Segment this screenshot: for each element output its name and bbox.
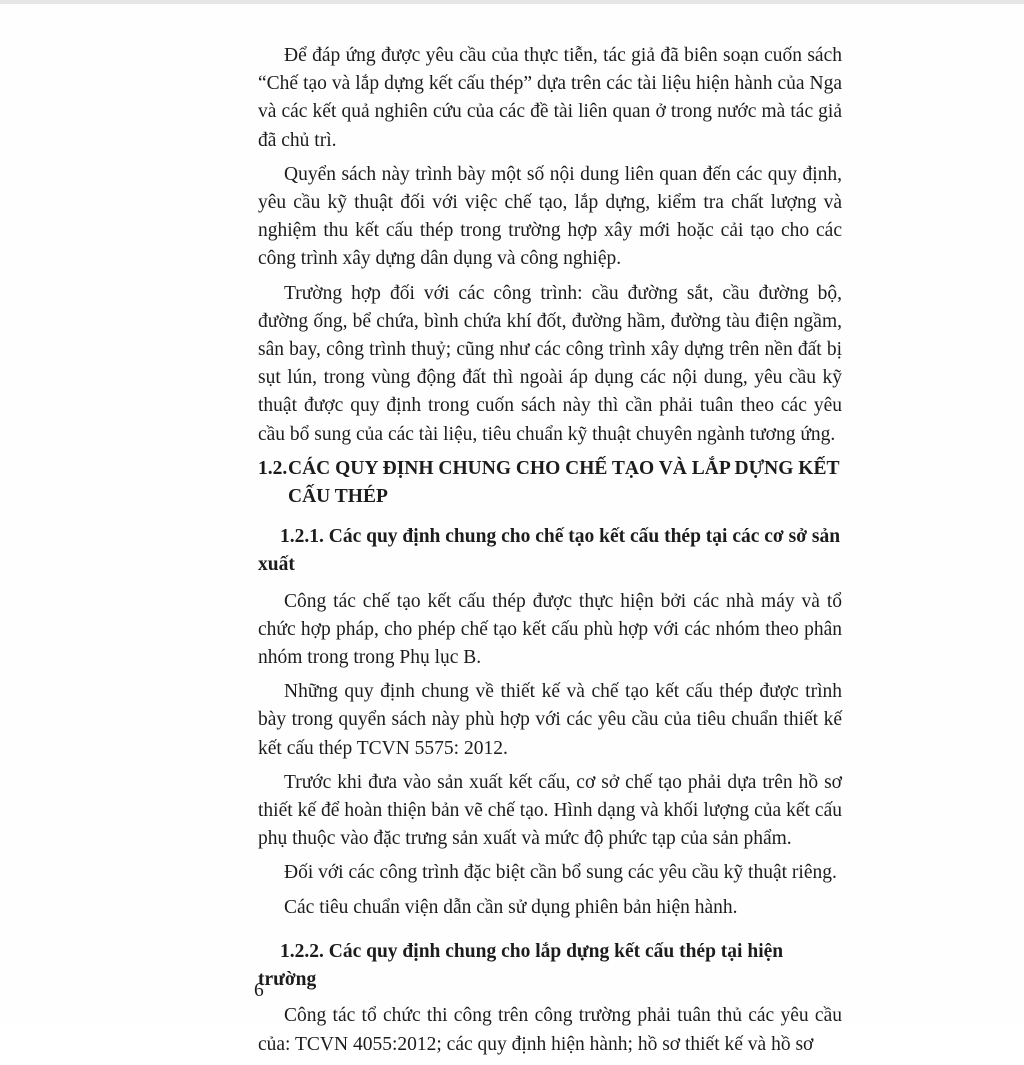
paragraph: Để đáp ứng được yêu cầu của thực tiễn, tác giả đã biên soạn cuốn sách “Chế tạo và lắp dựng kết cấu thép” dựa trên các tài liệu hiện hành của Nga và các kết quả nghiên cứu của các đề tài liên quan ở trong nước mà tác giả đã chủ trì.: [258, 45, 842, 151]
paragraph: Công tác tổ chức thi công trên công trường phải tuân thủ các yêu cầu của: TCVN 4055:2012; các quy định hiện hành; hồ sơ thiết kế và hồ sơ: [258, 1005, 842, 1055]
section-number: 1.2.: [258, 457, 288, 479]
paragraph: Đối với các công trình đặc biệt cần bổ sung các yêu cầu kỹ thuật riêng.: [284, 862, 837, 884]
section-title: CÁC QUY ĐỊNH CHUNG CHO CHẾ TẠO VÀ LẮP DỰNG KẾT: [288, 457, 840, 479]
paragraph: Công tác chế tạo kết cấu thép được thực hiện bởi các nhà máy và tổ chức hợp pháp, cho phép chế tạo kết cấu phù hợp với các nhóm theo phân nhóm trong trong Phụ lục B.: [258, 590, 842, 669]
page-number: 6: [254, 980, 264, 1001]
paragraph: Các tiêu chuẩn viện dẫn cần sử dụng phiên bản hiện hành.: [284, 896, 738, 918]
subsection-heading-1-2-1: 1.2.1. Các quy định chung cho chế tạo kết cấu thép tại các cơ sở sản xuất: [258, 526, 841, 576]
subsection-heading-1-2-2: 1.2.2. Các quy định chung cho lắp dựng kết cấu thép tại hiện trường: [258, 940, 784, 991]
section-title-continued: CẤU THÉP: [288, 486, 388, 508]
paragraph: Trường hợp đối với các công trình: cầu đường sắt, cầu đường bộ, đường ống, bể chứa, bình chứa khí đốt, đường hầm, đường tàu điện ngầm, sân bay, công trình thuỷ; cũng như các công trình xây dựng trên nền đất bị sụt lún, trong vùng động đất thì ngoài áp dụng các nội dung, yêu cầu kỹ thuật được quy định trong cuốn sách này thì cần phải tuân theo các yêu cầu bổ sung của các tài liệu, tiêu chuẩn kỹ thuật chuyên ngành tương ứng.: [258, 282, 842, 445]
paragraph: Những quy định chung về thiết kế và chế tạo kết cấu thép được trình bày trong quyển sách này phù hợp với các yêu cầu của tiêu chuẩn thiết kế kết cấu thép TCVN 5575: 2012.: [258, 681, 842, 759]
paragraph: Quyển sách này trình bày một số nội dung liên quan đến các quy định, yêu cầu kỹ thuật đối với việc chế tạo, lắp dựng, kiểm tra chất lượng và nghiệm thu kết cấu thép trong trường hợp xây mới hoặc cải tạo cho các công trình xây dựng dân dụng và công nghiệp.: [258, 163, 842, 270]
paragraph: Trước khi đưa vào sản xuất kết cấu, cơ sở chế tạo phải dựa trên hồ sơ thiết kế để hoàn thiện bản vẽ chế tạo. Hình dạng và khối lượng của kết cấu phụ thuộc vào đặc trưng sản xuất và mức độ phức tạp của sản phẩm.: [258, 771, 842, 850]
page-body: [258, 42, 842, 1065]
section-heading-1-2: [258, 455, 842, 511]
page-top-edge: [0, 0, 1024, 4]
